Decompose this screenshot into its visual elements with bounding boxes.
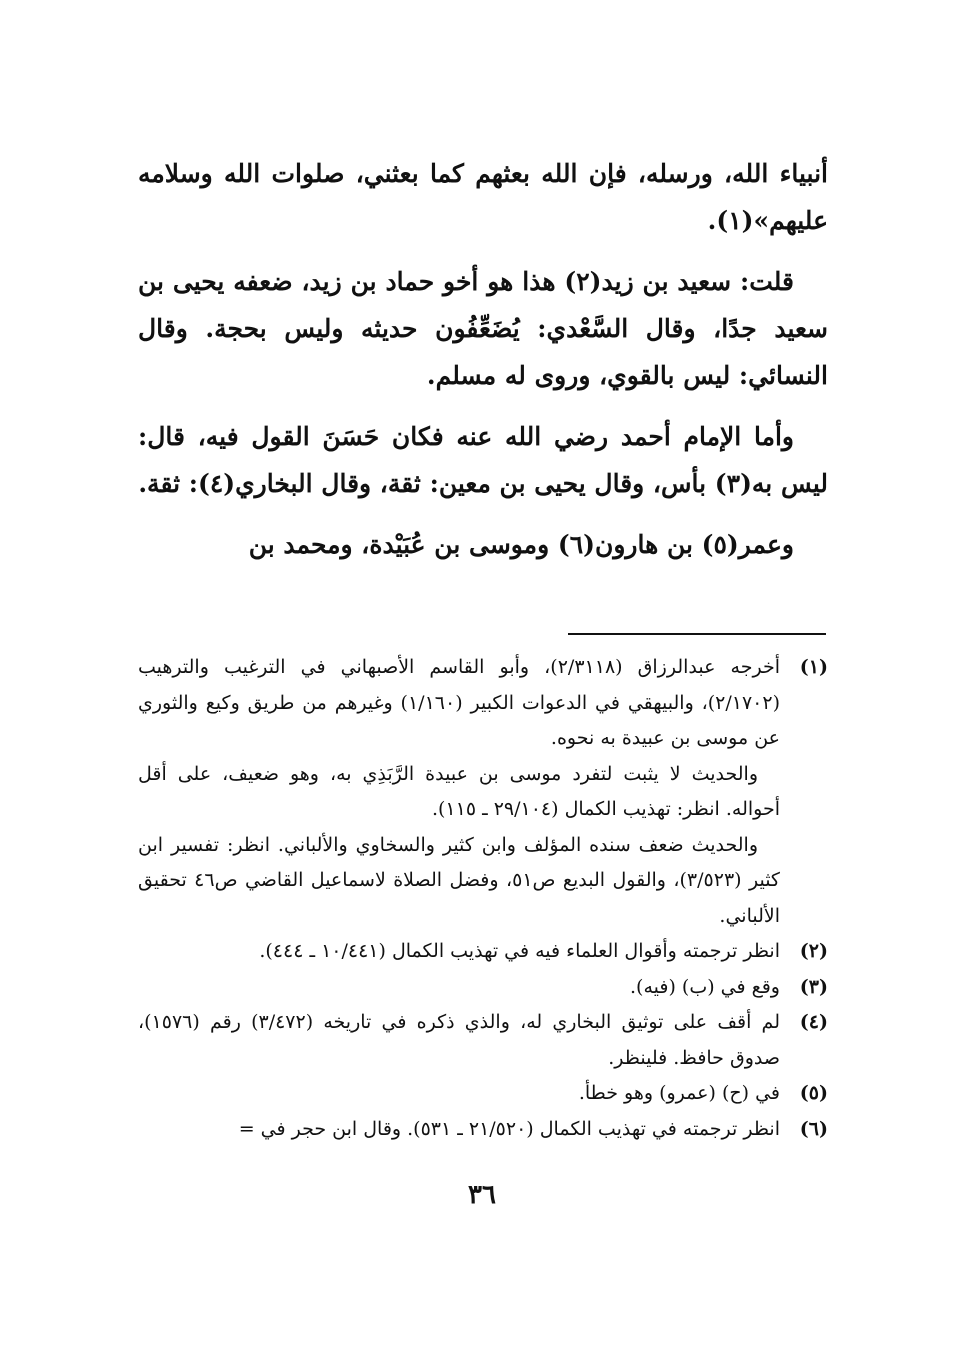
footnotes [138, 650, 828, 1147]
footnote-number: (٢) [799, 940, 828, 962]
footnote-number: (٥) [799, 1082, 828, 1104]
footnote-4 [138, 1005, 828, 1076]
footnote-5 [138, 1076, 828, 1112]
footnote-1 [138, 650, 828, 757]
paragraph-said-bin-zaid: قلت: سعيد بن زيد(٢) هذا هو أخو حماد بن زيد، ضعفه يحيى بن سعيد جدًا، وقال السَّعْدي: يُضَعِّفُون حديثه وليس بحجة. وقال النسائي: ليس بالقوي، وروى له مسلم. [138, 267, 828, 390]
paragraph-hadith-end: أنبياء الله، ورسله، فإن الله بعثهم كما بعثني، صلوات الله وسلامه عليهم»(١). [138, 159, 828, 235]
footnote-1-continuation: والحديث ضعف سنده المؤلف وابن كثير والسخاوي والألباني. انظر: تفسير ابن كثير (٣/٥٢٣)، والقول البديع ص٥١، وفضل الصلاة لاسماعيل القاضي ص٤٦ تحقيق الألباني. [138, 833, 780, 927]
footnote-6 [138, 1112, 828, 1148]
footnote-1-continuation: والحديث لا يثبت لتفرد موسى بن عبيدة الرَّبَذِي به، وهو ضعيف، على أقل أحواله. انظر: تهذيب الكمال (٢٩/١٠٤ ـ ١١٥). [138, 762, 780, 820]
paragraph-umar-bin-harun: وعمر(٥) بن هارون(٦) وموسى بن عُبَيْدة، ومحمد بن [248, 530, 794, 559]
footnote-number: (١) [799, 656, 828, 678]
footnote-number: (٤) [799, 1011, 828, 1033]
page-number: ٣٦ [468, 1180, 496, 1210]
footnote-3 [138, 970, 828, 1006]
footnote-text: أخرجه عبدالرزاق (٢/٣١١٨)، وأبو القاسم الأصبهاني في الترغيب والترهيب (٢/١٧٠٢)، والبيهقي في الدعوات الكبير (١/١٦٠) وغيرهم من طريق وكيع والثوري عن موسى بن عبيدة به نحوه. [138, 656, 780, 749]
footnote-divider [568, 633, 826, 635]
footnote-text: لم أقف على توثيق البخاري له، والذي ذكره في تاريخه (٣/٤٧٢) رقم (١٥٧٦)، صدوق حافظ. فلينظر. [138, 1011, 780, 1069]
paragraph-imam-ahmad: وأما الإمام أحمد رضي الله عنه فكان حَسَنَ القول فيه، قال: ليس به(٣) بأس، وقال يحيى بن معين: ثقة، وقال البخاري(٤): ثقة. [138, 422, 828, 498]
main-text [138, 150, 828, 582]
footnote-text: وقع في (ب) (فيه). [630, 975, 780, 998]
footnote-text: في (ح) (عمرو) وهو خطأ. [578, 1082, 780, 1104]
footnote-number: (٦) [799, 1117, 828, 1140]
footnote-text: انظر ترجمته في تهذيب الكمال (٢١/٥٢٠ ـ ٥٣١). وقال ابن حجر في = [238, 1117, 780, 1140]
footnote-text: انظر ترجمته وأقوال العلماء فيه في تهذيب الكمال (١٠/٤٤١ ـ ٤٤٤). [259, 940, 780, 962]
footnote-number: (٣) [799, 975, 828, 998]
footnote-2 [138, 934, 828, 970]
